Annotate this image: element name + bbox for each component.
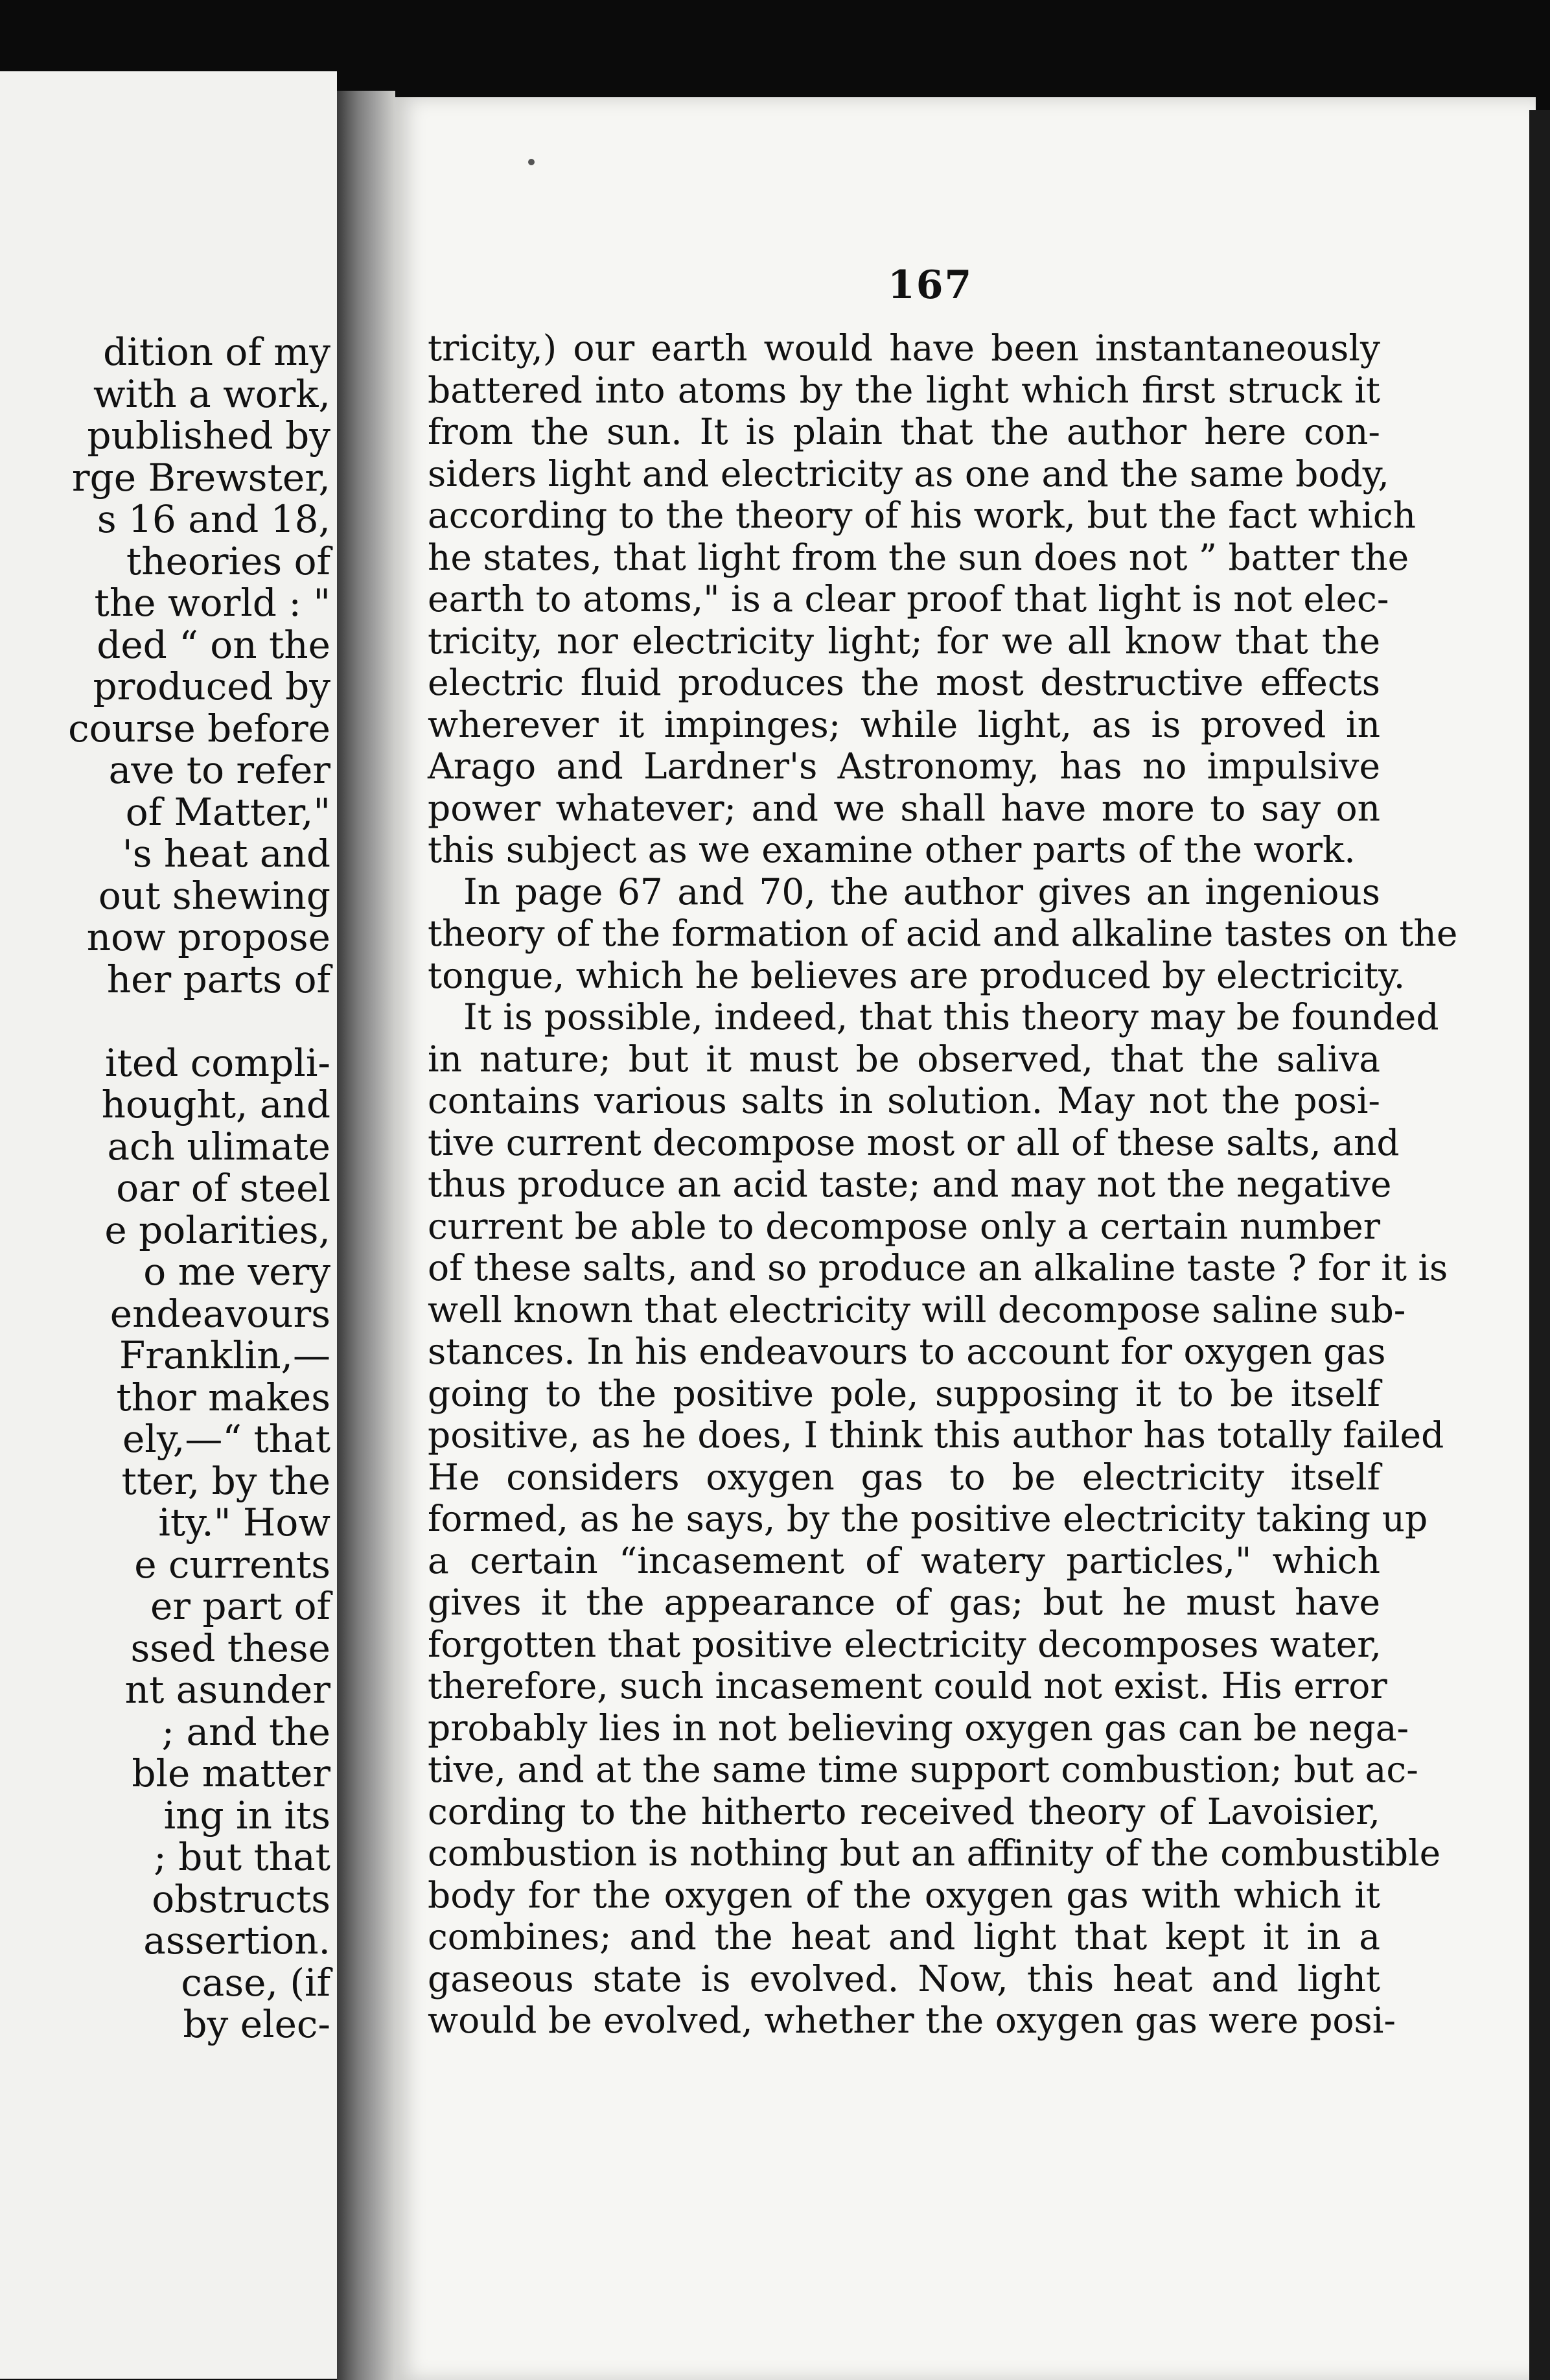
left-page-line: tter, by the bbox=[121, 1458, 330, 1503]
book-gutter bbox=[337, 91, 395, 2380]
left-page-line: hought, and bbox=[101, 1082, 330, 1126]
left-page-line: 's heat and bbox=[122, 832, 330, 876]
text-line: according to the theory of his work, but the fact which bbox=[428, 495, 1417, 536]
text-line: wherever it impinges; while light, as is proved in bbox=[428, 703, 1380, 745]
text-line: from the sun. It is plain that the author here con- bbox=[428, 411, 1380, 452]
text-line: body for the oxygen of the oxygen gas with which it bbox=[428, 1874, 1380, 1916]
text-line: stances. In his endeavours to account for oxygen gas bbox=[428, 1331, 1386, 1372]
left-page-line: now propose bbox=[86, 915, 330, 959]
text-line: this subject as we examine other parts of the work. bbox=[428, 829, 1356, 870]
left-page-line: oar of steel bbox=[116, 1166, 330, 1210]
left-page-line: ; and the bbox=[161, 1709, 330, 1754]
left-page-line: er part of bbox=[150, 1584, 330, 1628]
text-line: gaseous state is evolved. Now, this heat and light bbox=[428, 1957, 1380, 2000]
text-line: power whatever; and we shall have more to say on bbox=[428, 787, 1380, 829]
text-line: combines; and the heat and light that kept it in a bbox=[428, 1916, 1380, 1957]
text-line: of these salts, and so produce an alkaline taste ? for it is bbox=[428, 1247, 1448, 1289]
left-facing-page bbox=[0, 71, 337, 2379]
speck bbox=[528, 159, 535, 165]
text-line: gives it the appearance of gas; but he must have bbox=[428, 1581, 1380, 1623]
text-line: would be evolved, whether the oxygen gas were posi- bbox=[428, 2000, 1396, 2041]
left-page-line: ely,—“ that bbox=[122, 1417, 330, 1461]
left-page-line: theories of bbox=[126, 539, 330, 583]
text-line: tricity, nor electricity light; for we all know that the bbox=[428, 620, 1380, 662]
left-page-line: out shewing bbox=[98, 873, 330, 918]
left-page-line: ited compli- bbox=[105, 1040, 330, 1085]
text-line: he states, that light from the sun does not ” batter the bbox=[428, 536, 1409, 578]
left-page-line: ; but that bbox=[154, 1835, 330, 1879]
left-page-line: ded “ on the bbox=[97, 622, 330, 667]
text-line: electric fluid produces the most destructive effects bbox=[428, 662, 1380, 703]
left-page-line: the world : " bbox=[94, 581, 330, 625]
text-line: It is possible, indeed, that this theory may be founded bbox=[463, 996, 1439, 1038]
left-page-line: nt asunder bbox=[124, 1668, 330, 1712]
text-line: well known that electricity will decompose saline sub- bbox=[428, 1289, 1406, 1331]
text-line: contains various salts in solution. May not the posi- bbox=[428, 1080, 1380, 1121]
text-line: Arago and Lardner's Astronomy, has no impulsive bbox=[428, 745, 1380, 787]
left-page-line: case, (if bbox=[181, 1960, 330, 2005]
left-page-line: ing in its bbox=[163, 1793, 330, 1838]
left-page-line: dition of my bbox=[103, 330, 330, 374]
text-line: current be able to decompose only a certain number bbox=[428, 1205, 1380, 1247]
left-page-line: ave to refer bbox=[108, 748, 330, 792]
left-page-line: by elec- bbox=[183, 2002, 330, 2046]
text-line: He considers oxygen gas to be electricity itself bbox=[428, 1456, 1380, 1498]
text-line: tricity,) our earth would have been instantaneously bbox=[428, 327, 1380, 369]
left-page-line: course before bbox=[68, 706, 330, 751]
text-line: theory of the formation of acid and alkaline tastes on the bbox=[428, 913, 1458, 954]
left-page-line: ble matter bbox=[132, 1751, 330, 1795]
text-line: going to the positive pole, supposing it to be itself bbox=[428, 1372, 1380, 1414]
left-page-line: produced by bbox=[93, 664, 330, 708]
left-page-line: endeavours bbox=[110, 1291, 330, 1336]
left-page-line: with a work, bbox=[93, 371, 330, 416]
text-line: combustion is nothing but an affinity of the combustible bbox=[428, 1832, 1441, 1874]
text-line: earth to atoms," is a clear proof that light is not elec- bbox=[428, 578, 1389, 620]
left-page-line: thor makes bbox=[116, 1375, 330, 1419]
page-edge-shadow bbox=[1529, 110, 1550, 2380]
left-page-line: s 16 and 18, bbox=[97, 497, 330, 541]
left-page-line: ity." How bbox=[158, 1500, 330, 1545]
text-line: probably lies in not believing oxygen gas can be nega- bbox=[428, 1707, 1409, 1749]
text-line: forgotten that positive electricity decomposes water, bbox=[428, 1623, 1382, 1665]
body-text bbox=[428, 327, 1458, 2042]
page-number: 167 bbox=[888, 262, 973, 308]
text-line: positive, as he does, I think this author has totally failed bbox=[428, 1414, 1444, 1456]
text-line: siders light and electricity as one and the same body, bbox=[428, 452, 1389, 495]
text-line: In page 67 and 70, the author gives an ingenious bbox=[463, 870, 1380, 913]
text-line: thus produce an acid taste; and may not the negative bbox=[428, 1163, 1392, 1205]
left-page-line: o me very bbox=[143, 1250, 330, 1294]
text-line: cording to the hitherto received theory of Lavoisier, bbox=[428, 1790, 1380, 1832]
text-line: a certain “incasement of watery particles," which bbox=[428, 1539, 1380, 1581]
left-page-line: ach ulimate bbox=[107, 1124, 330, 1169]
left-page-line: published by bbox=[87, 414, 330, 458]
left-page-line: e polarities, bbox=[104, 1208, 330, 1252]
text-line: tongue, which he believes are produced by electricity. bbox=[428, 954, 1405, 996]
left-page-line: Franklin,— bbox=[119, 1333, 330, 1377]
text-line: battered into atoms by the light which first struck it bbox=[428, 369, 1380, 411]
text-line: in nature; but it must be observed, that the saliva bbox=[428, 1038, 1380, 1080]
text-line: formed, as he says, by the positive electricity taking up bbox=[428, 1498, 1428, 1539]
left-page-line: e currents bbox=[134, 1542, 330, 1587]
text-line: tive, and at the same time support combustion; but ac- bbox=[428, 1749, 1418, 1790]
left-page-line: assertion. bbox=[143, 1919, 330, 1963]
left-page-line: of Matter," bbox=[125, 789, 330, 834]
text-line: tive current decompose most or all of these salts, and bbox=[428, 1121, 1400, 1163]
left-page-line: obstructs bbox=[152, 1876, 330, 1921]
left-page-line: ssed these bbox=[130, 1626, 330, 1670]
left-page-line: her parts of bbox=[106, 957, 330, 1001]
left-page-line: rge Brewster, bbox=[71, 455, 330, 500]
text-line: therefore, such incasement could not exist. His error bbox=[428, 1665, 1387, 1707]
